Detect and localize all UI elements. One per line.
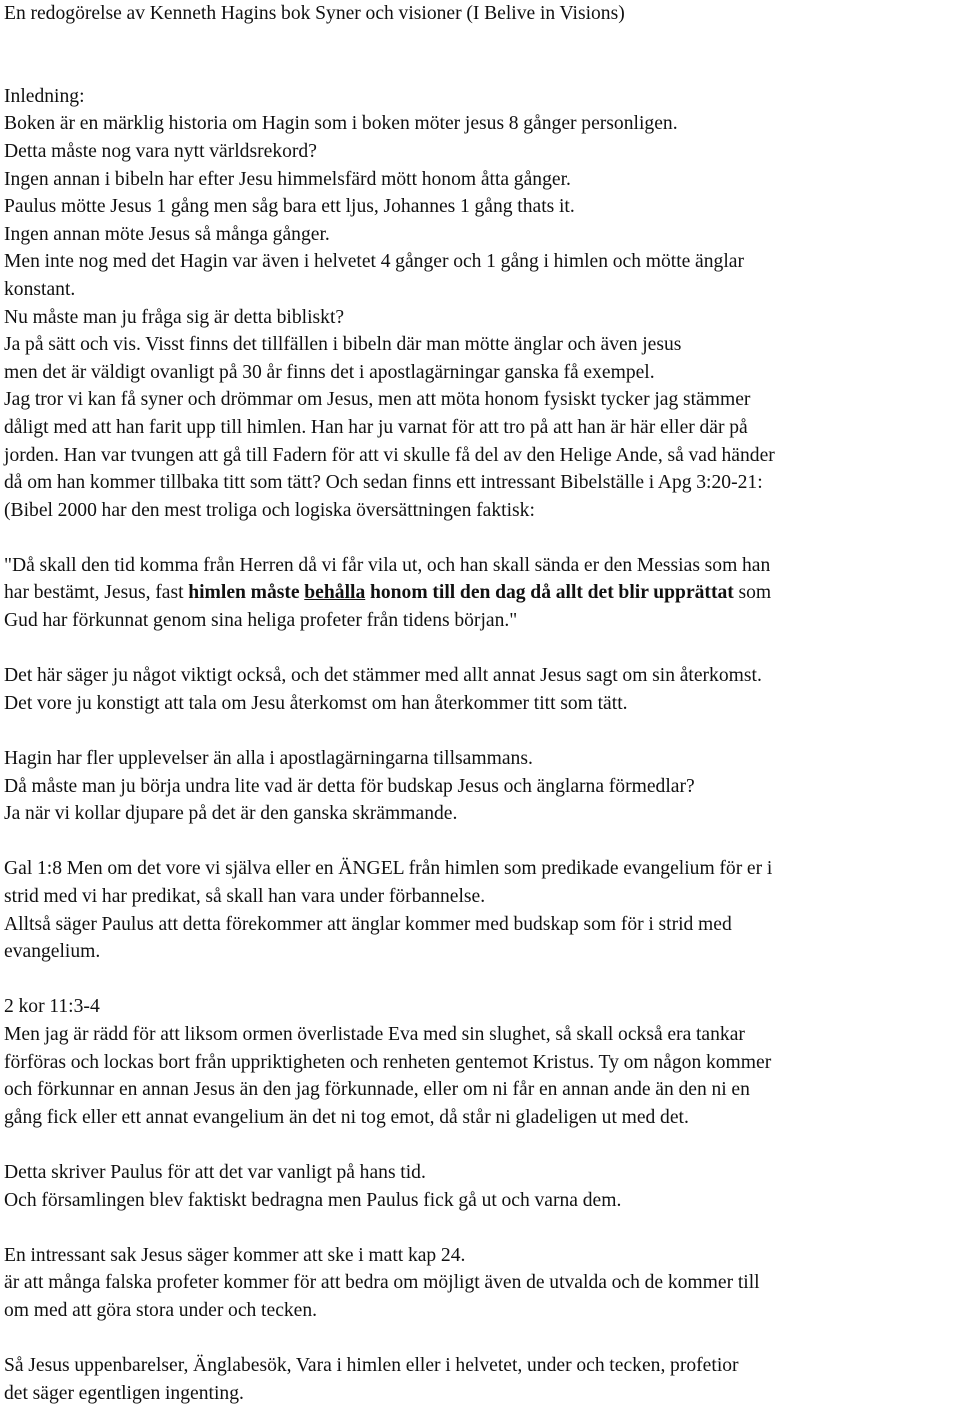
quote-text: har bestämt, Jesus, fast — [4, 582, 189, 604]
paragraph-line: evangelium. — [4, 941, 101, 963]
intro-line: Ingen annan möte Jesus så många gånger. — [4, 223, 330, 245]
bible-quote — [4, 552, 956, 635]
intro-line: jorden. Han var tvungen att gå till Fadern för att vi skulle få del av den Helige Ande, så vad händer — [4, 444, 775, 466]
spacer — [4, 1131, 956, 1159]
experiences-paragraph — [4, 745, 956, 828]
intro-line: Ja på sätt och vis. Visst finns det tillfällen i bibeln där man mötte änglar och även jesus — [4, 334, 682, 356]
paragraph-line: Men jag är rädd för att liksom ormen överlistade Eva med sin slughet, så skall också era tankar — [4, 1023, 745, 1045]
quote-line: Gud har förkunnat genom sina heliga profeter från tidens början." — [4, 610, 518, 632]
spacer — [4, 524, 956, 552]
spacer — [4, 717, 956, 745]
intro-line: dåligt med att han farit upp till himlen. Han har ju varnat för att tro på att han är här eller där på — [4, 416, 748, 438]
quote-emphasis-underlined: behålla — [304, 582, 366, 604]
spacer — [4, 966, 956, 994]
intro-line: konstant. — [4, 278, 76, 300]
intro-line: Paulus mötte Jesus 1 gång men såg bara ett ljus, Johannes 1 gång thats it. — [4, 196, 575, 218]
quote-line — [4, 579, 956, 607]
paragraph-line: gång fick eller ett annat evangelium än det ni tog emot, då står ni gladeligen ut med det. — [4, 1106, 689, 1128]
galatians-paragraph — [4, 855, 956, 965]
paragraph-line: Alltså säger Paulus att detta förekommer att änglar kommer med budskap som för i strid med — [4, 913, 732, 935]
intro-line: Nu måste man ju fråga sig är detta bibliskt? — [4, 306, 345, 328]
document-title: En redogörelse av Kenneth Hagins bok Syner och visioner (I Belive in Visions) — [4, 3, 625, 24]
paragraph-line: strid med vi har predikat, så skall han vara under förbannelse. — [4, 886, 486, 907]
paragraph-line: Hagin har fler upplevelser än alla i apostlagärningarna tillsammans. — [4, 748, 533, 770]
paragraph-line: förföras och lockas bort från uppriktigheten och renheten gentemot Kristus. Ty om någon kommer — [4, 1051, 772, 1073]
paragraph-line: Så Jesus uppenbarelser, Änglabesök, Vara i himlen eller i helvetet, under och tecken, profetior — [4, 1355, 739, 1377]
paragraph-line: det säger egentligen ingenting. — [4, 1382, 244, 1404]
paragraph-line: Det här säger ju något viktigt också, och det stämmer med allt annat Jesus sagt om sin återkomst. — [4, 665, 762, 687]
spacer — [4, 28, 956, 83]
intro-line: Jag tror vi kan få syner och drömmar om Jesus, men att möta honom fysiskt tycker jag stämmer — [4, 389, 751, 411]
spacer — [4, 1325, 956, 1353]
paragraph-line: Det vore ju konstigt att tala om Jesu återkomst om han återkommer titt som tätt. — [4, 692, 628, 714]
return-paragraph — [4, 662, 956, 717]
spacer — [4, 635, 956, 663]
paragraph-line: Gal 1:8 Men om det vore vi själva eller en ÄNGEL från himlen som predikade evangelium för er i — [4, 858, 773, 880]
matthew-paragraph — [4, 1242, 956, 1325]
quote-text: som — [733, 582, 772, 604]
intro-line: Ingen annan i bibeln har efter Jesu himmelsfärd mött honom åtta gånger. — [4, 168, 571, 190]
paragraph-line: Då måste man ju börja undra lite vad är detta för budskap Jesus och änglarna förmedlar? — [4, 775, 695, 797]
intro-line: Men inte nog med det Hagin var även i helvetet 4 gånger och 1 gång i himlen och mötte änglar — [4, 251, 744, 273]
quote-line: "Då skall den tid komma från Herren då vi får vila ut, och han skall sända er den Messias som han — [4, 554, 771, 576]
quote-emphasis: himlen måste — [188, 582, 305, 604]
intro-line: men det är väldigt ovanligt på 30 år finns det i apostlagärningar ganska få exempel. — [4, 361, 655, 383]
conclusion-paragraph — [4, 1352, 956, 1407]
intro-line: Boken är en märklig historia om Hagin som i boken möter jesus 8 gånger personligen. — [4, 113, 678, 135]
document-page — [4, 0, 956, 1407]
intro-line: då om han kommer tillbaka titt som tätt? Och sedan finns ett intressant Bibelställe i Apg 3:20-21: — [4, 472, 763, 494]
intro-heading: Inledning: — [4, 85, 85, 107]
paul-paragraph — [4, 1159, 956, 1214]
paragraph-line: En intressant sak Jesus säger kommer att ske i matt kap 24. — [4, 1244, 466, 1266]
paragraph-line: Detta skriver Paulus för att det var vanligt på hans tid. — [4, 1161, 426, 1183]
paragraph-line: är att många falska profeter kommer för att bedra om möjligt även de utvalda och de kommer till — [4, 1272, 760, 1294]
intro-section — [4, 83, 956, 525]
paragraph-line: om med att göra stora under och tecken. — [4, 1299, 318, 1321]
spacer — [4, 1214, 956, 1242]
paragraph-line: Och församlingen blev faktiskt bedragna men Paulus fick gå ut och varna dem. — [4, 1189, 622, 1211]
quote-emphasis: honom till den dag då allt det blir upprättat — [365, 582, 734, 604]
spacer — [4, 828, 956, 856]
intro-line: Detta måste nog vara nytt världsrekord? — [4, 140, 317, 162]
paragraph-line: Ja när vi kollar djupare på det är den ganska skrämmande. — [4, 803, 458, 825]
corinthians-paragraph — [4, 993, 956, 1131]
paragraph-line: och förkunnar en annan Jesus än den jag förkunnade, eller om ni får en annan ande än den ni en — [4, 1079, 750, 1101]
intro-line: (Bibel 2000 har den mest troliga och logiska översättningen faktisk: — [4, 499, 535, 521]
paragraph-line: 2 kor 11:3-4 — [4, 996, 100, 1018]
